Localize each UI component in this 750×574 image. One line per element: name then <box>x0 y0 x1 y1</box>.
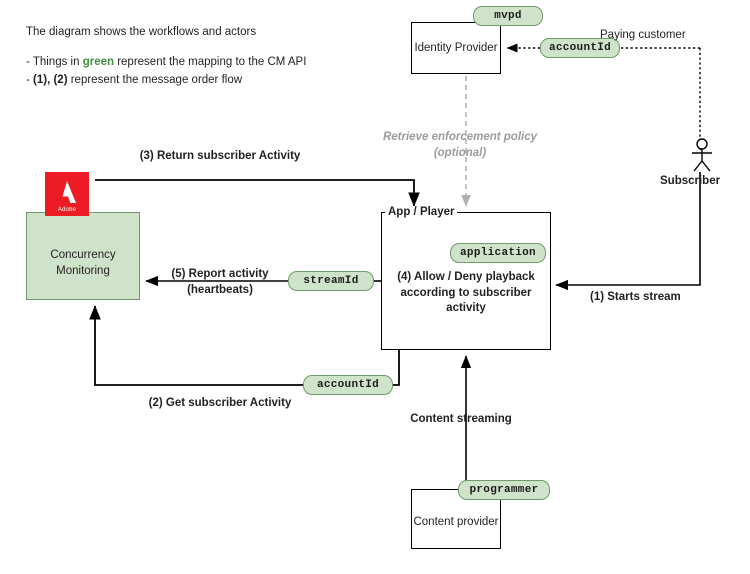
app-player-description: (4) Allow / Deny playback according to subscriber activity <box>397 271 535 315</box>
tag-account-id-top: accountId <box>540 38 620 58</box>
content-provider-label: Content provider <box>413 516 499 528</box>
annotation-retrieve-policy: Retrieve enforcement policy (optional) <box>382 131 538 159</box>
legend-green-word: green <box>82 55 115 68</box>
annotation-content-streaming: Content streaming <box>410 413 512 425</box>
legend-line-1: The diagram shows the workflows and actors <box>26 26 257 38</box>
legend-line-3-prefix: - <box>26 73 34 86</box>
annotation-step-1: (1) Starts stream <box>590 291 681 303</box>
legend-line-2-suffix: represent the mapping to the CM API <box>114 55 307 68</box>
legend-step-markers: (1), (2) <box>33 73 68 86</box>
app-player-title: App / Player <box>385 206 457 218</box>
annotation-step-3: (3) Return subscriber Activity <box>139 150 301 162</box>
legend-line-3-suffix: represent the message order flow <box>67 73 243 86</box>
adobe-logo-word: Adobe <box>57 207 77 213</box>
tag-application: application <box>450 243 546 263</box>
annotation-step-5: (5) Report activity (heartbeats) <box>171 268 269 296</box>
legend-line-2-prefix: - Things in <box>26 55 83 68</box>
annotation-paying-customer: Paying customer <box>600 29 686 41</box>
tag-stream-id: streamId <box>288 271 374 291</box>
annotation-step-2: (2) Get subscriber Activity <box>148 397 292 409</box>
tag-mvpd: mvpd <box>473 6 543 26</box>
tag-programmer: programmer <box>458 480 550 500</box>
annotation-subscriber: Subscriber <box>660 175 721 187</box>
concurrency-monitoring-label: Concurrency Monitoring <box>50 249 116 277</box>
tag-account-id-bottom: accountId <box>303 375 393 395</box>
identity-provider-label: Identity Provider <box>414 42 498 54</box>
legend-line-2 <box>26 54 346 72</box>
subscriber-actor-icon <box>688 138 716 172</box>
adobe-logo <box>45 172 89 216</box>
legend <box>26 24 346 89</box>
legend-line-3 <box>26 72 346 90</box>
